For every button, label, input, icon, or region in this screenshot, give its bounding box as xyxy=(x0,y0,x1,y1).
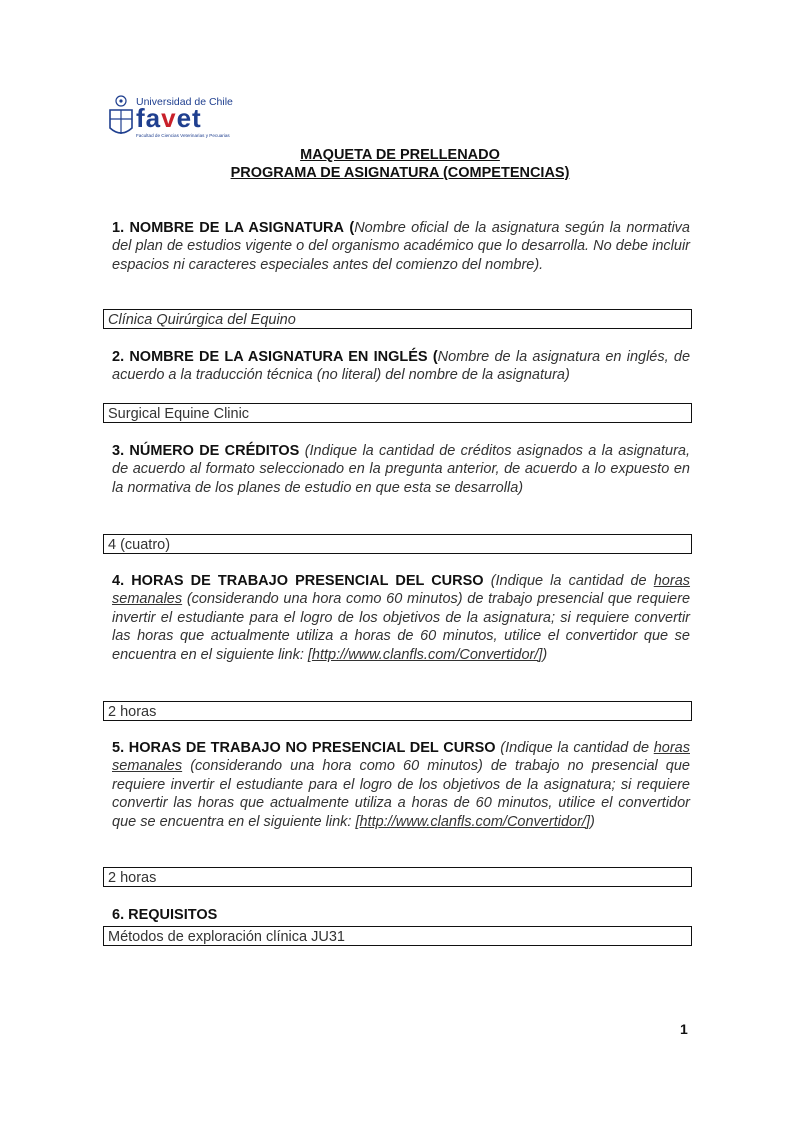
section-heading: 2. NOMBRE DE LA ASIGNATURA EN INGLÉS xyxy=(112,349,428,365)
brand-v: v xyxy=(161,103,177,133)
section-2-nombre-ingles xyxy=(112,348,690,385)
answer-box-creditos: 4 (cuatro) xyxy=(103,534,692,554)
paren-open: ( xyxy=(432,349,438,365)
answer-box-nombre-ingles: Surgical Equine Clinic xyxy=(103,403,692,423)
answer-box-horas-no-presencial: 2 horas xyxy=(103,867,692,887)
paren-open: ( xyxy=(349,220,355,236)
faculty-brand xyxy=(136,105,202,131)
convertidor-link[interactable]: http://www.clanfls.com/Convertidor/ xyxy=(359,813,586,830)
brand-part: fa xyxy=(136,103,162,133)
section-description: (Indique la cantidad de xyxy=(500,740,650,756)
section-description-underlined: horas semanales xyxy=(112,740,690,775)
document-title-line1: MAQUETA DE PRELLENADO xyxy=(300,147,500,163)
section-heading: 1. NOMBRE DE LA ASIGNATURA xyxy=(112,220,344,236)
faculty-name: Facultad de Ciencias Veterinarias y Pecuarias xyxy=(136,133,230,138)
section-description-underlined: horas semanales xyxy=(112,573,691,608)
link-bracket: [ xyxy=(307,646,312,663)
brand-part: et xyxy=(176,103,202,133)
section-heading: 6. REQUISITOS xyxy=(112,907,218,923)
page-number: 1 xyxy=(680,1021,688,1037)
section-5-horas-no-presencial xyxy=(112,739,690,831)
answer-box-nombre: Clínica Quirúrgica del Equino xyxy=(103,309,692,329)
section-3-creditos xyxy=(112,442,690,497)
section-description: (considerando una hora como 60 minutos) de trabajo presencial que requiere invertir el estudiante para el logro de los objetivos de la asignatura; si requiere convertir las horas que actualmente utiliza a horas de 60 minutos, utilice el convertidor que se encuentra en el siguiente link: xyxy=(112,591,691,663)
document-title-line2: PROGRAMA DE ASIGNATURA (COMPETENCIAS) xyxy=(230,165,570,181)
answer-box-horas-presencial: 2 horas xyxy=(103,701,692,721)
section-1-nombre xyxy=(112,219,690,274)
university-name: Universidad de Chile xyxy=(136,96,233,108)
section-description: (Indique la cantidad de créditos asignados a la asignatura, de acuerdo al formato seleccionado en la pregunta anterior, de acuerdo a lo expuesto en la normativa de los planes de estudio en que esta se desarrolla) xyxy=(112,443,690,496)
university-logo xyxy=(108,94,238,142)
section-heading: 4. HORAS DE TRABAJO PRESENCIAL DEL CURSO xyxy=(112,573,484,589)
convertidor-link[interactable]: http://www.clanfls.com/Convertidor/ xyxy=(311,646,539,663)
section-heading: 3. NÚMERO DE CRÉDITOS xyxy=(112,443,300,459)
section-description: (considerando una hora como 60 minutos) de trabajo no presencial que requiere invertir el estudiante para el logro de los objetivos de la asignatura; si requiere convertir las horas que actualmente utiliza a horas de 60 minutos, utilice el convertidor que se encuentra en el siguiente link: xyxy=(112,758,690,830)
answer-box-requisitos: Métodos de exploración clínica JU31 xyxy=(103,926,692,946)
link-bracket: ]) xyxy=(538,646,548,663)
section-description: (Indique la cantidad de xyxy=(490,573,647,589)
section-4-horas-presencial xyxy=(112,572,690,664)
link-bracket: [ xyxy=(355,813,360,830)
section-description: Nombre oficial de la asignatura según la normativa del plan de estudios vigente o del organismo académico que lo desarrolla. No debe incluir espacios ni caracteres especiales antes del comienzo del nombre). xyxy=(112,220,690,273)
link-bracket: ]) xyxy=(585,813,595,830)
university-crest-icon xyxy=(108,94,134,138)
section-description: Nombre de la asignatura en inglés, de acuerdo a la traducción técnica (no literal) del nombre de la asignatura) xyxy=(112,349,691,384)
section-6-requisitos xyxy=(112,906,690,924)
section-heading: 5. HORAS DE TRABAJO NO PRESENCIAL DEL CURSO xyxy=(112,740,496,756)
